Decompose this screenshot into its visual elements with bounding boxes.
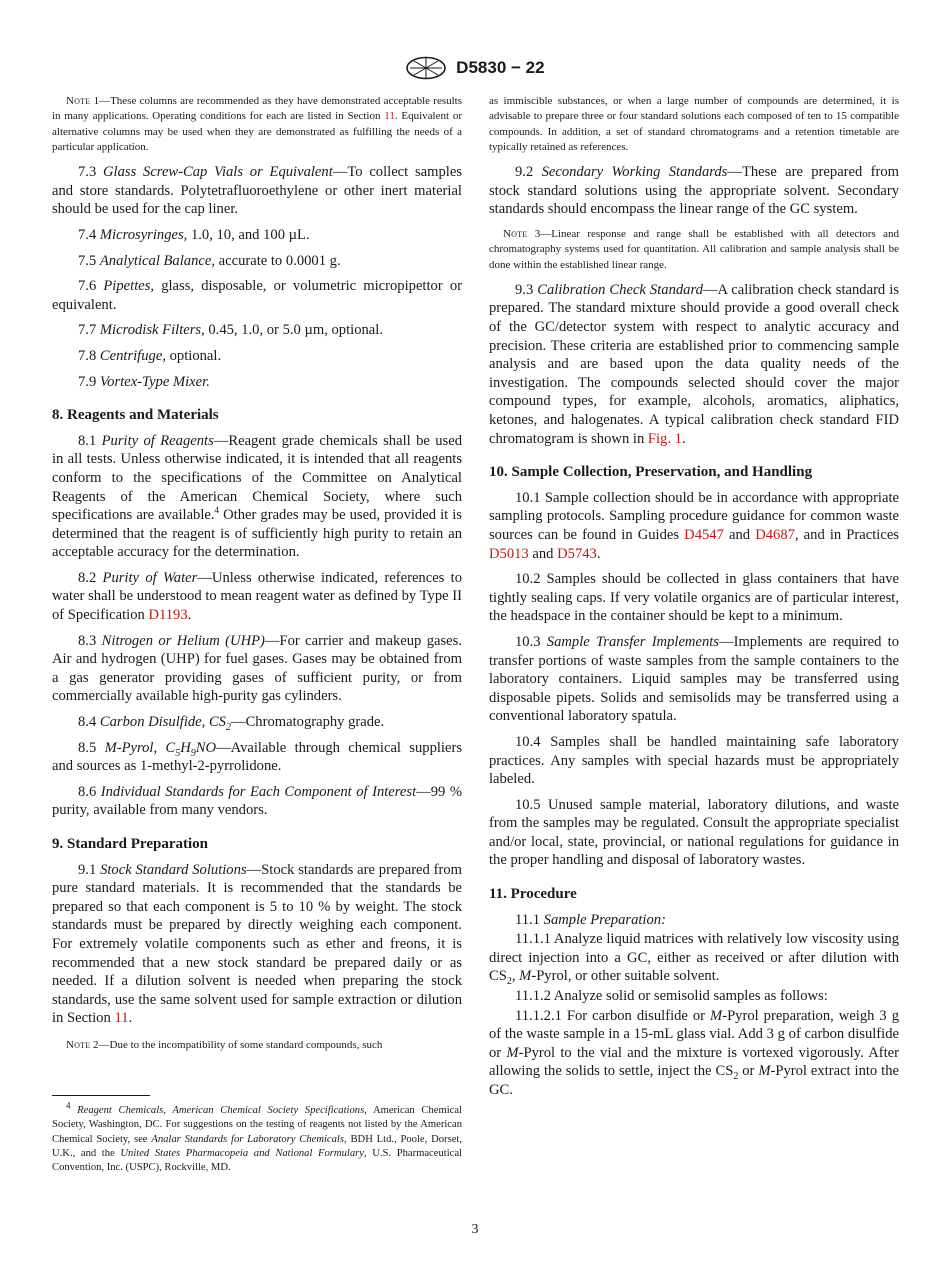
para-8-5: 8.5 M-Pyrol, $C_5H_9NO—Available$ through chemical suppliers and sources as 1-methyl-2-pyrrolidone. (52, 739, 462, 775)
para-8-1: 8.1 Purity of Reagents—Reagent grade chemicals shall be used in all tests. Unless otherwise indicated, it is intended that all reagents conform to the specifications of the Committee on Analytical Reagents of the American Chemical Society, where such specifications are available.$^4$ Other grades may be used, provided it is determined that the reagent is of sufficiently high purity to retain an acceptable accuracy for the determination. (52, 432, 462, 561)
para-9-1: 9.1 Stock Standard Solutions—Stock standards are prepared from pure standard materials. It is recommended that the standards be prepared so that each component is 5 to 10 % by weight. The stock standards must be prepared by directly weighing each component. For extremely volatile components such as ether and freons, it is recommended that a new stock standard be prepared daily or as needed. If a dilution solvent is needed when preparing the stock standards, use the same solvent used for sample extraction or dilution in Section 11. (52, 861, 463, 1027)
page-header (0, 56, 950, 80)
para-7-7: 7.7 Microdisk Filters, 0.45, 1.0, or 5.0 µm, optional. (78, 322, 383, 339)
para-10-3: 10.3 Sample Transfer Implements—Implements are required to transfer portions of waste samples from the sample containers to the laboratory containers. Liquid samples may be transferred using disposable pipets. Solids and semisolids may be transferred using a conventional laboratory spatula. (489, 633, 899, 725)
para-8-2: 8.2 Purity of Water—Unless otherwise indicated, references to water shall be understood to mean reagent water as defined by Type II of Specification D1193. (52, 569, 462, 624)
section-link[interactable]: 11 (114, 1010, 129, 1027)
footnote-4: $^4$ Reagent Chemicals, American Chemical Society Specifications, American Chemical Society, Washington, DC. For suggestions on the testing of reagents not listed by the American Chemical Society, see Analar Standards for Laboratory Chemicals, BDH Ltd., Poole, Dorset, U.K., and the United States Pharmacopeia and National Formulary, U.S. Pharmaceutical Convention, Inc. (USPC), Rockville, MD. (52, 1100, 462, 1174)
section-heading-9: 9. Standard Preparation (52, 836, 208, 852)
note-1: Note 1—These columns are recommended as they have demonstrated acceptable results in many applications. Operating conditions for each are listed in Section 11. Equivalent or alternative columns may be used when they are demonstrated as fulfilling the needs of a particular application. (52, 95, 463, 153)
guide-link-d4547[interactable]: D4547 (684, 526, 724, 543)
para-10-2: 10.2 Samples should be collected in glass containers that have tightly sealing caps. If very volatile organics are of particular interest, the headspace in the container should be kept to a minimum. (489, 571, 899, 625)
left-column (52, 94, 462, 1061)
section-heading-11: 11. Procedure (489, 886, 577, 903)
para-11-1-1: 11.1.1 Analyze liquid matrices with relatively low viscosity using direct injection into a GC, either as received or after dilution with $CS_2$, M-Pyrol, or other suitable solvent. (489, 931, 899, 988)
para-9-2: 9.2 Secondary Working Standards—These are prepared from stock standard solutions using the appropriate solvent. Secondary standards should encompass the linear range of the GC system. (489, 164, 899, 218)
section-heading-10: 10. Sample Collection, Preservation, and Handling (489, 464, 813, 481)
para-10-1: 10.1 Sample collection should be in accordance with appropriate sampling protocols. Sampling procedure guidance for common waste sources can be found in Guides D4547 and D4687, and in Practices D5013 and D5743. (489, 489, 899, 562)
practice-link-d5013[interactable]: D5013 (489, 545, 529, 562)
note-2-continued: as immiscible substances, or when a large number of compounds are determined, it is advisable to prepare three or four standard solutions each composed of ten to 15 compatible compounds. In addition, a set of standard chromatograms and a retention timetable are typically retained as references. (489, 95, 899, 153)
page-number: 3 (471, 1222, 479, 1237)
para-8-6: 8.6 Individual Standards for Each Component of Interest—99 % purity, available from many vendors. (52, 783, 462, 819)
astm-logo (405, 56, 447, 80)
guide-link-d4687[interactable]: D4687 (755, 526, 795, 543)
para-7-4: 7.4 Microsyringes, 1.0, 10, and 100 µL. (78, 226, 310, 243)
footnote-divider (52, 1095, 150, 1096)
para-11-1: 11.1 Sample Preparation: (515, 911, 666, 928)
note-2: Note 2—Due to the incompatibility of some standard compounds, such (66, 1038, 383, 1051)
para-11-1-2-1: 11.1.2.1 For carbon disulfide or M-Pyrol preparation, weigh 3 g of the waste sample in a 15-mL glass vial. Add 3 g of carbon disulfide or M-Pyrol to the vial and the mixture is vortexed vigorously. After allowing the solids to settle, inject the $CS_2$ or M-Pyrol extract into the GC. (489, 1007, 899, 1099)
para-11-1-2: 11.1.2 Analyze solid or semisolid samples as follows: (515, 988, 828, 1005)
para-7-3: 7.3 Glass Screw-Cap Vials or Equivalent—To collect samples and store standards. Polytetrafluoroethylene or other inert material should be used for the cap liner. (52, 164, 462, 218)
para-8-4: 8.4 Carbon Disulfide, $CS_2—Chromatography$ grade. (78, 714, 385, 733)
para-7-9: 7.9 Vortex-Type Mixer. (78, 373, 210, 390)
figure-link[interactable]: Fig. 1 (647, 430, 682, 447)
para-10-5: 10.5 Unused sample material, laboratory dilutions, and waste from the samples may be regulated. Consult the appropriate specialist and/or local, state, provincial, or national regulations for guidance in the proper handling and disposal of laboratory wastes. (489, 796, 899, 869)
para-7-5: 7.5 Analytical Balance, accurate to 0.0001 g. (78, 252, 341, 269)
para-8-3: 8.3 Nitrogen or Helium (UHP)—For carrier and makeup gases. Air and hydrogen (UHP) for fuel gases. Gases may be obtained from a gas generator providing gases of sufficient purity, or from commercially available high-purity gas cylinders. (52, 632, 462, 705)
section-heading-8: 8. Reagents and Materials (52, 407, 219, 424)
practice-link-d5743[interactable]: D5743 (557, 545, 597, 562)
para-7-6: 7.6 Pipettes, glass, disposable, or volumetric micropipettor or equivalent. (52, 278, 463, 313)
para-10-4: 10.4 Samples shall be handled maintaining safe laboratory practices. Any samples with special hazards must be appropriately labeled. (489, 733, 899, 788)
right-column (489, 94, 899, 1101)
section-link[interactable]: 11 (384, 110, 395, 123)
note-3: Note 3—Linear response and range shall be established with all detectors and chromatography systems used for quantitation. All calibration and sample analysis shall be done within the established linear range. (489, 227, 899, 271)
para-9-3: 9.3 Calibration Check Standard—A calibration check standard is prepared. The standard mixture should provide a good overall check of the GC/detector system with respect to analytic accuracy and precision. These criteria are established prior to commencing sample analysis and are based upon the data quality needs of the investigation. The compounds selected should cover the major compound types, for example, alcohols, aromatics, aliphatics, ketones, and halogenates. A typical calibration check standard FID chromatogram is shown in Fig. 1. (489, 281, 899, 447)
footnote-ref[interactable]: 4 (214, 505, 220, 516)
standard-link[interactable]: D1193 (148, 607, 188, 624)
para-7-8: 7.8 Centrifuge, optional. (78, 347, 222, 364)
standard-code: D5830 − 22 (456, 58, 545, 77)
